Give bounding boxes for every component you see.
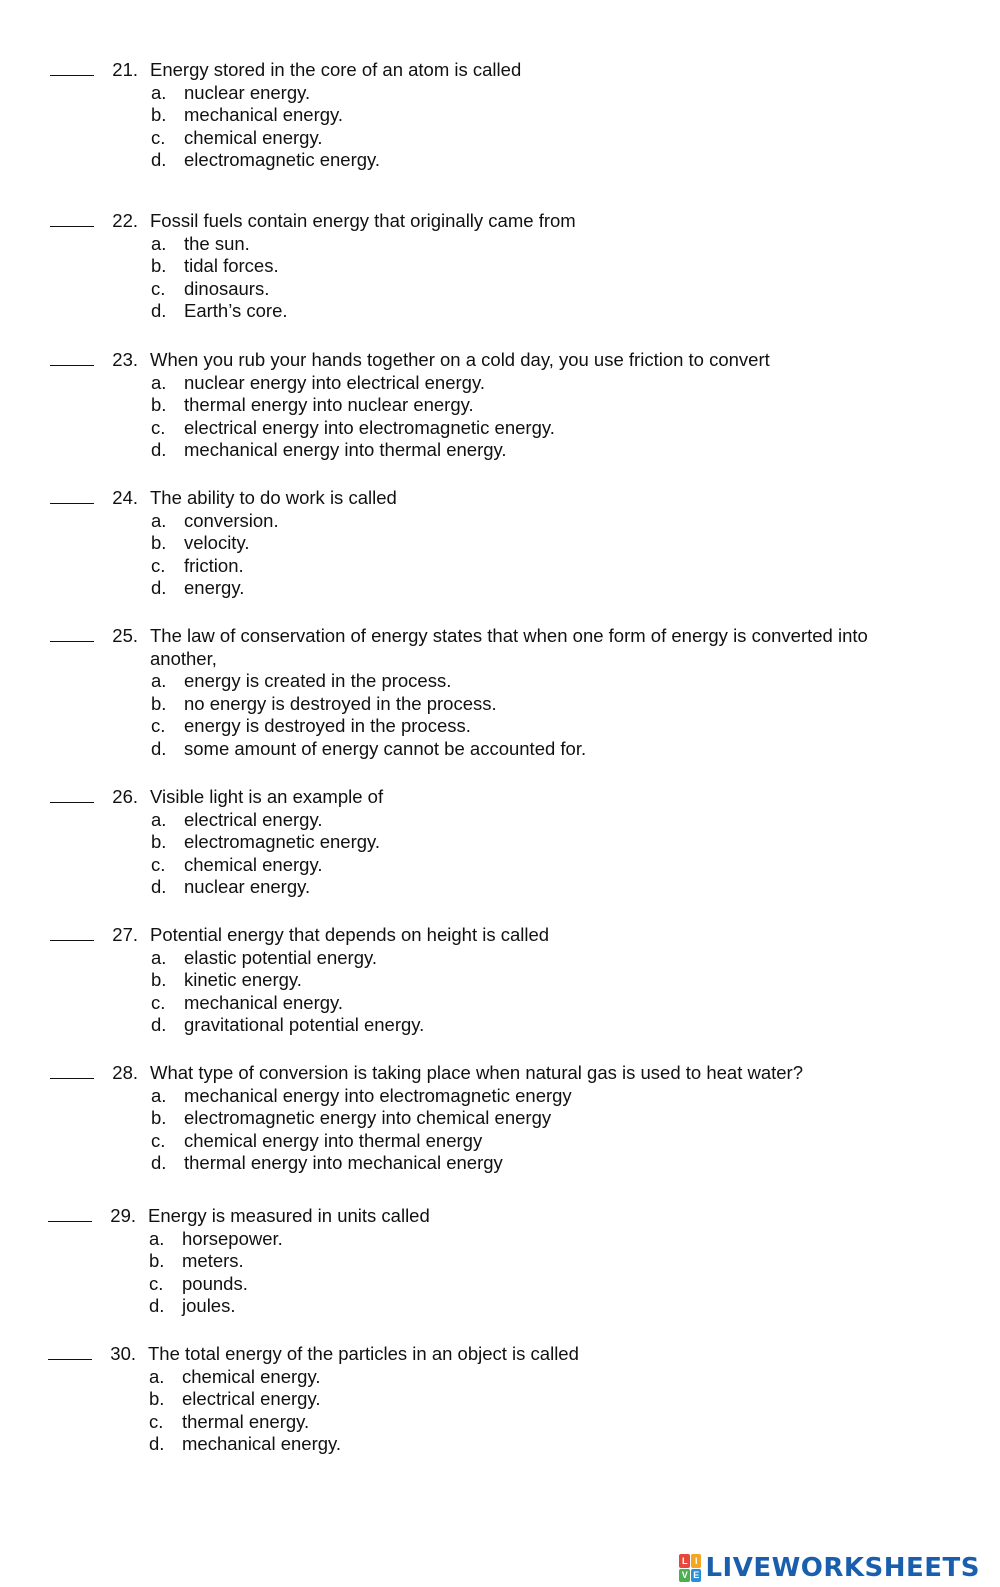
option-letter: d. xyxy=(151,1152,167,1174)
option-text: chemical energy. xyxy=(184,126,323,148)
option-letter: b. xyxy=(151,255,167,277)
question-22 xyxy=(48,210,948,323)
option-text: energy. xyxy=(184,577,245,599)
option-a xyxy=(48,947,948,970)
option-letter: c. xyxy=(151,554,166,576)
option-c xyxy=(48,715,948,738)
question-29 xyxy=(46,1205,946,1318)
question-30 xyxy=(46,1343,946,1456)
option-b xyxy=(46,1250,946,1273)
option-letter: a. xyxy=(151,232,167,254)
option-letter: c. xyxy=(151,1129,166,1151)
option-letter: a. xyxy=(151,1084,167,1106)
option-text: gravitational potential energy. xyxy=(184,1014,425,1036)
option-letter: b. xyxy=(151,692,167,714)
option-text: chemical energy into thermal energy xyxy=(184,1129,483,1151)
option-a xyxy=(48,670,948,693)
option-c xyxy=(48,854,948,877)
option-text: nuclear energy into electrical energy. xyxy=(184,371,485,393)
option-d xyxy=(48,439,948,462)
option-d xyxy=(48,577,948,600)
option-text: the sun. xyxy=(184,232,250,254)
option-letter: c. xyxy=(151,416,166,438)
question-text: Potential energy that depends on height is called xyxy=(150,924,550,945)
option-b xyxy=(48,969,948,992)
option-text: thermal energy. xyxy=(182,1410,310,1432)
option-letter: c. xyxy=(151,853,166,875)
option-text: chemical energy. xyxy=(184,853,323,875)
question-24 xyxy=(48,487,948,600)
option-letter: b. xyxy=(151,831,167,853)
option-text: no energy is destroyed in the process. xyxy=(184,692,497,714)
logo-mark-letter: I xyxy=(691,1554,702,1568)
option-letter: d. xyxy=(149,1295,165,1317)
option-letter: d. xyxy=(151,737,167,759)
option-a xyxy=(46,1228,946,1251)
option-text: mechanical energy. xyxy=(182,1433,342,1455)
option-d xyxy=(48,149,948,172)
option-letter: a. xyxy=(151,371,167,393)
option-c xyxy=(48,127,948,150)
option-letter: b. xyxy=(151,1107,167,1129)
option-letter: d. xyxy=(151,1014,167,1036)
option-letter: c. xyxy=(151,277,166,299)
question-21 xyxy=(48,59,948,172)
option-text: elastic potential energy. xyxy=(184,946,377,968)
option-letter: a. xyxy=(151,808,167,830)
option-letter: a. xyxy=(149,1365,165,1387)
option-b xyxy=(48,394,948,417)
question-text: Visible light is an example of xyxy=(150,786,384,807)
option-letter: a. xyxy=(151,509,167,531)
answer-blank[interactable] xyxy=(50,226,94,227)
option-text: tidal forces. xyxy=(184,255,279,277)
option-text: velocity. xyxy=(184,532,250,554)
option-d xyxy=(48,738,948,761)
question-text: What type of conversion is taking place when natural gas is used to heat water? xyxy=(150,1062,804,1083)
option-a xyxy=(48,233,948,256)
option-letter: c. xyxy=(151,991,166,1013)
option-b xyxy=(48,831,948,854)
logo-mark-letter: L xyxy=(679,1554,690,1568)
option-letter: b. xyxy=(149,1388,165,1410)
option-letter: b. xyxy=(149,1250,165,1272)
option-letter: b. xyxy=(151,969,167,991)
answer-blank[interactable] xyxy=(50,365,94,366)
option-b xyxy=(48,532,948,555)
answer-blank[interactable] xyxy=(50,75,94,76)
option-letter: d. xyxy=(151,149,167,171)
question-number: 21. xyxy=(112,59,138,80)
option-c xyxy=(46,1411,946,1434)
question-27 xyxy=(48,924,948,1037)
option-b xyxy=(48,255,948,278)
question-number: 26. xyxy=(112,786,138,807)
option-a xyxy=(48,809,948,832)
option-d xyxy=(46,1433,946,1456)
question-28 xyxy=(48,1062,948,1175)
option-letter: d. xyxy=(149,1433,165,1455)
logo-mark-letter: E xyxy=(691,1569,702,1583)
question-number: 22. xyxy=(112,210,138,231)
option-letter: d. xyxy=(151,876,167,898)
option-c xyxy=(48,555,948,578)
option-text: horsepower. xyxy=(182,1227,283,1249)
question-25 xyxy=(48,625,948,761)
option-d xyxy=(48,1152,948,1175)
question-text: Fossil fuels contain energy that originally came from xyxy=(150,210,576,231)
answer-blank[interactable] xyxy=(50,940,94,941)
option-text: energy is created in the process. xyxy=(184,670,452,692)
option-c xyxy=(46,1273,946,1296)
option-letter: d. xyxy=(151,577,167,599)
question-number: 29. xyxy=(110,1205,136,1226)
question-text: When you rub your hands together on a cold day, you use friction to convert xyxy=(150,349,770,370)
question-number: 25. xyxy=(112,625,138,646)
question-number: 28. xyxy=(112,1062,138,1083)
option-letter: c. xyxy=(151,715,166,737)
option-a xyxy=(48,372,948,395)
option-text: nuclear energy. xyxy=(184,81,311,103)
option-c xyxy=(48,278,948,301)
option-d xyxy=(46,1295,946,1318)
option-letter: a. xyxy=(151,81,167,103)
answer-blank[interactable] xyxy=(50,1078,94,1079)
option-text: electromagnetic energy. xyxy=(184,831,381,853)
option-c xyxy=(48,992,948,1015)
option-letter: c. xyxy=(149,1272,164,1294)
option-text: thermal energy into nuclear energy. xyxy=(184,394,474,416)
option-text: mechanical energy. xyxy=(184,991,344,1013)
answer-blank[interactable] xyxy=(50,641,94,642)
option-a xyxy=(46,1366,946,1389)
question-text: The ability to do work is called xyxy=(150,487,397,508)
option-text: electrical energy. xyxy=(184,808,323,830)
option-letter: b. xyxy=(151,104,167,126)
option-text: nuclear energy. xyxy=(184,876,311,898)
option-text: electromagnetic energy into chemical energy xyxy=(184,1107,552,1129)
option-text: chemical energy. xyxy=(182,1365,321,1387)
answer-blank[interactable] xyxy=(50,503,94,504)
option-text: mechanical energy into thermal energy. xyxy=(184,439,507,461)
option-text: thermal energy into mechanical energy xyxy=(184,1152,503,1174)
option-a xyxy=(48,82,948,105)
option-text: joules. xyxy=(182,1295,236,1317)
option-letter: b. xyxy=(151,394,167,416)
liveworksheets-logo-icon xyxy=(679,1554,701,1582)
option-d xyxy=(48,876,948,899)
option-text: mechanical energy. xyxy=(184,104,344,126)
option-text: conversion. xyxy=(184,509,279,531)
option-letter: c. xyxy=(149,1410,164,1432)
question-26 xyxy=(48,786,948,899)
question-text: Energy stored in the core of an atom is called xyxy=(150,59,522,80)
option-text: energy is destroyed in the process. xyxy=(184,715,471,737)
logo-mark-letter: V xyxy=(679,1569,690,1583)
option-text: Earth’s core. xyxy=(184,300,288,322)
answer-blank[interactable] xyxy=(48,1359,92,1360)
option-d xyxy=(48,300,948,323)
option-text: electromagnetic energy. xyxy=(184,149,381,171)
option-letter: c. xyxy=(151,126,166,148)
option-letter: d. xyxy=(151,439,167,461)
option-letter: b. xyxy=(151,532,167,554)
option-a xyxy=(48,1085,948,1108)
option-text: electrical energy into electromagnetic energy. xyxy=(184,416,555,438)
option-text: electrical energy. xyxy=(182,1388,321,1410)
question-text: The total energy of the particles in an object is called xyxy=(148,1343,579,1364)
option-b xyxy=(48,693,948,716)
option-b xyxy=(48,1107,948,1130)
question-text-continued: another, xyxy=(150,647,217,669)
option-letter: a. xyxy=(149,1227,165,1249)
option-c xyxy=(48,417,948,440)
question-text: Energy is measured in units called xyxy=(148,1205,430,1226)
question-text: The law of conservation of energy states that when one form of energy is converted into xyxy=(150,625,868,646)
option-text: friction. xyxy=(184,554,244,576)
option-letter: a. xyxy=(151,670,167,692)
question-number: 24. xyxy=(112,487,138,508)
option-text: pounds. xyxy=(182,1272,248,1294)
option-text: mechanical energy into electromagnetic energy xyxy=(184,1084,572,1106)
option-c xyxy=(48,1130,948,1153)
option-text: dinosaurs. xyxy=(184,277,270,299)
option-a xyxy=(48,510,948,533)
question-23 xyxy=(48,349,948,462)
question-number: 23. xyxy=(112,349,138,370)
answer-blank[interactable] xyxy=(48,1221,92,1222)
option-d xyxy=(48,1014,948,1037)
question-number: 30. xyxy=(110,1343,136,1364)
option-letter: d. xyxy=(151,300,167,322)
option-text: some amount of energy cannot be accounted for. xyxy=(184,737,587,759)
option-b xyxy=(48,104,948,127)
option-text: kinetic energy. xyxy=(184,969,302,991)
liveworksheets-logo xyxy=(679,1551,980,1585)
question-number: 27. xyxy=(112,924,138,945)
option-text: meters. xyxy=(182,1250,244,1272)
option-b xyxy=(46,1388,946,1411)
option-letter: a. xyxy=(151,946,167,968)
logo-text: LIVEWORKSHEETS xyxy=(705,1553,980,1583)
answer-blank[interactable] xyxy=(50,802,94,803)
